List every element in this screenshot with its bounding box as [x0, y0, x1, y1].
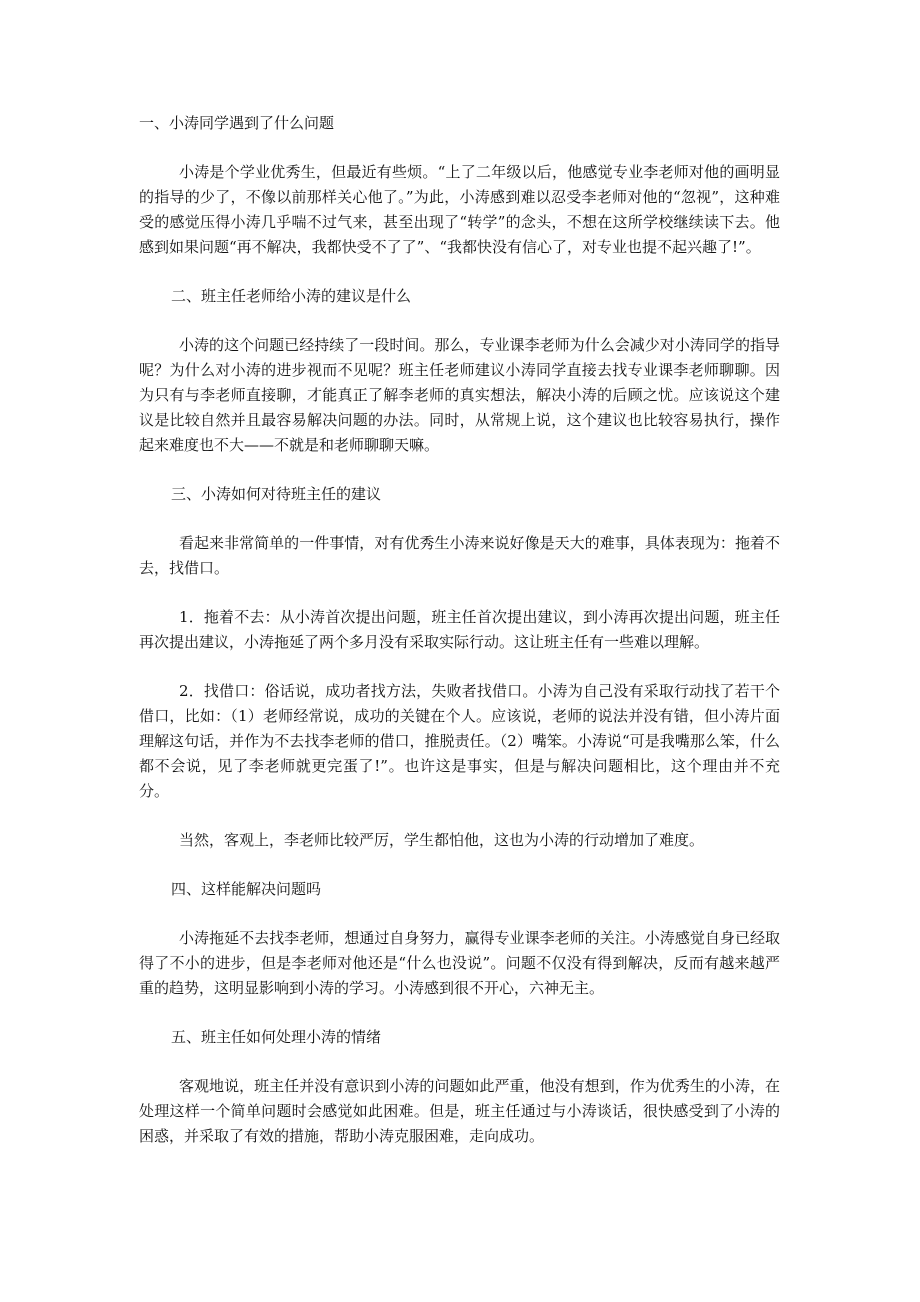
list-item: 1．拖着不去：从小涛首次提出问题，班主任首次提出建议，到小涛再次提出问题，班主任再次提出建议，小涛拖延了两个多月没有采取实际行动。这让班主任有一些难以理解。 [139, 608, 780, 651]
section-heading-4: 四、这样能解决问题吗 [171, 880, 322, 898]
section-heading-2: 二、班主任老师给小涛的建议是什么 [171, 287, 412, 305]
section-heading-3: 三、小涛如何对待班主任的建议 [171, 485, 382, 503]
document-body [139, 111, 780, 1173]
paragraph: 小涛拖延不去找李老师，想通过自身努力，赢得专业课李老师的关注。小涛感觉自身已经取得了不小的进步，但是李老师对他还是“什么也没说”。问题不仅没有得到解决，反而有越来越严重的趋势，这明显影响到小涛的学习。小涛感到很不开心，六神无主。 [139, 929, 780, 997]
paragraph: 看起来非常简单的一件事情，对有优秀生小涛来说好像是天大的难事，具体表现为：拖着不去，找借口。 [139, 534, 780, 577]
paragraph: 当然，客观上，李老师比较严厉，学生都怕他，这也为小涛的行动增加了难度。 [179, 831, 705, 849]
paragraph: 小涛是个学业优秀生，但最近有些烦。“上了二年级以后，他感觉专业李老师对他的画明显的指导的少了，不像以前那样关心他了。”为此，小涛感到难以忍受李老师对他的“忽视”，这种难受的感觉压得小涛几乎喘不过气来，甚至出现了“转学”的念头，不想在这所学校继续读下去。他感到如果问题“再不解决，我都快受不了了”、“我都快没有信心了，对专业也提不起兴趣了!”。 [139, 163, 780, 256]
section-heading-5: 五、班主任如何处理小涛的情绪 [171, 1028, 382, 1046]
paragraph: 小涛的这个问题已经持续了一段时间。那么，专业课李老师为什么会减少对小涛同学的指导呢？为什么对小涛的进步视而不见呢？班主任老师建议小涛同学直接去找专业课李老师聊聊。因为只有与李老师直接聊，才能真正了解李老师的真实想法，解决小涛的后顾之忧。应该说这个建议是比较自然并且最容易解决问题的办法。同时，从常规上说，这个建议也比较容易执行，操作起来难度也不大——不就是和老师聊聊天嘛。 [139, 336, 780, 454]
list-item: 2．找借口：俗话说，成功者找方法，失败者找借口。小涛为自己没有采取行动找了若干个借口，比如：（1）老师经常说，成功的关键在个人。应该说，老师的说法并没有错，但小涛片面理解这句话，并作为不去找李老师的借口，推脱责任。（2）嘴笨。小涛说“可是我嘴那么笨，什么都不会说，见了李老师就更完蛋了!”。也许这是事实，但是与解决问题相比，这个理由并不充分。 [139, 682, 780, 800]
section-heading-1: 一、小涛同学遇到了什么问题 [139, 114, 335, 132]
paragraph: 客观地说，班主任并没有意识到小涛的问题如此严重，他没有想到，作为优秀生的小涛，在处理这样一个简单问题时会感觉如此困难。但是，班主任通过与小涛谈话，很快感受到了小涛的困惑，并采取了有效的措施，帮助小涛克服困难，走向成功。 [139, 1077, 780, 1145]
